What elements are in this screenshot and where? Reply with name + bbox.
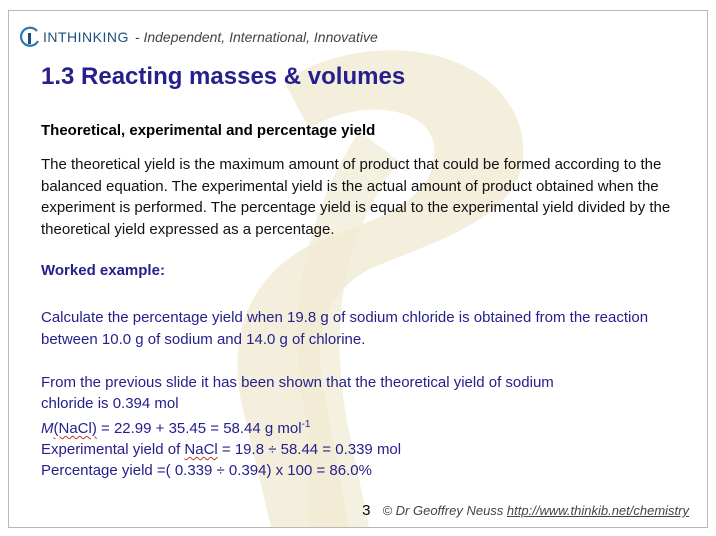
experimental-prefix: Experimental yield of	[41, 441, 185, 458]
header	[19, 25, 378, 49]
logo-swirl-icon	[19, 26, 41, 48]
molar-mass-calc: = 22.99 + 35.45 = 58.44 g mol	[96, 420, 302, 437]
worked-example-question: Calculate the percentage yield when 19.8 g of sodium chloride is obtained from the reaction between 10.0 g of sodium and 14.0 g of chlorine.	[41, 309, 649, 348]
logo-text: INTHINKING	[43, 29, 129, 45]
molar-mass-line	[41, 414, 681, 439]
experimental-yield-line	[41, 439, 681, 460]
credit-prefix: © Dr Geoffrey Neuss	[382, 503, 507, 518]
experimental-calc: = 19.8 ÷ 58.44 = 0.339 mol	[217, 441, 402, 458]
solution-line-1: From the previous slide it has been shown that the theoretical yield of sodium	[41, 374, 554, 391]
page-number: 3	[362, 502, 371, 519]
intro-paragraph: The theoretical yield is the maximum amount of product that could be formed according to the balanced equation. The experimental yield is the actual amount of product obtained when the experiment is performed. The percentage yield is equal to the experimental yield divided by the theoretical yield expressed as a percentage.	[41, 156, 671, 238]
molar-mass-exponent: -1	[301, 419, 311, 430]
molar-mass-symbol: M	[41, 420, 54, 437]
credit	[382, 503, 689, 518]
credit-url-link[interactable]: http://www.thinkib.net/chemistry	[506, 503, 689, 518]
inthinking-logo	[19, 26, 129, 48]
slide-title: 1.3 Reacting masses & volumes	[41, 63, 406, 90]
experimental-formula: NaCl	[184, 441, 218, 458]
molar-mass-formula: (NaCl)	[53, 420, 97, 437]
section-subtitle: Theoretical, experimental and percentage yield	[41, 122, 376, 139]
worked-example-heading: Worked example:	[41, 262, 165, 279]
tagline: - Independent, International, Innovative	[134, 29, 378, 45]
footer	[362, 502, 689, 519]
percentage-yield-line: Percentage yield =( 0.339 ÷ 0.394) x 100 = 86.0%	[41, 462, 372, 479]
solution-line-2: chloride is 0.394 mol	[41, 395, 179, 412]
worked-example-solution	[41, 372, 681, 481]
slide	[8, 10, 708, 528]
